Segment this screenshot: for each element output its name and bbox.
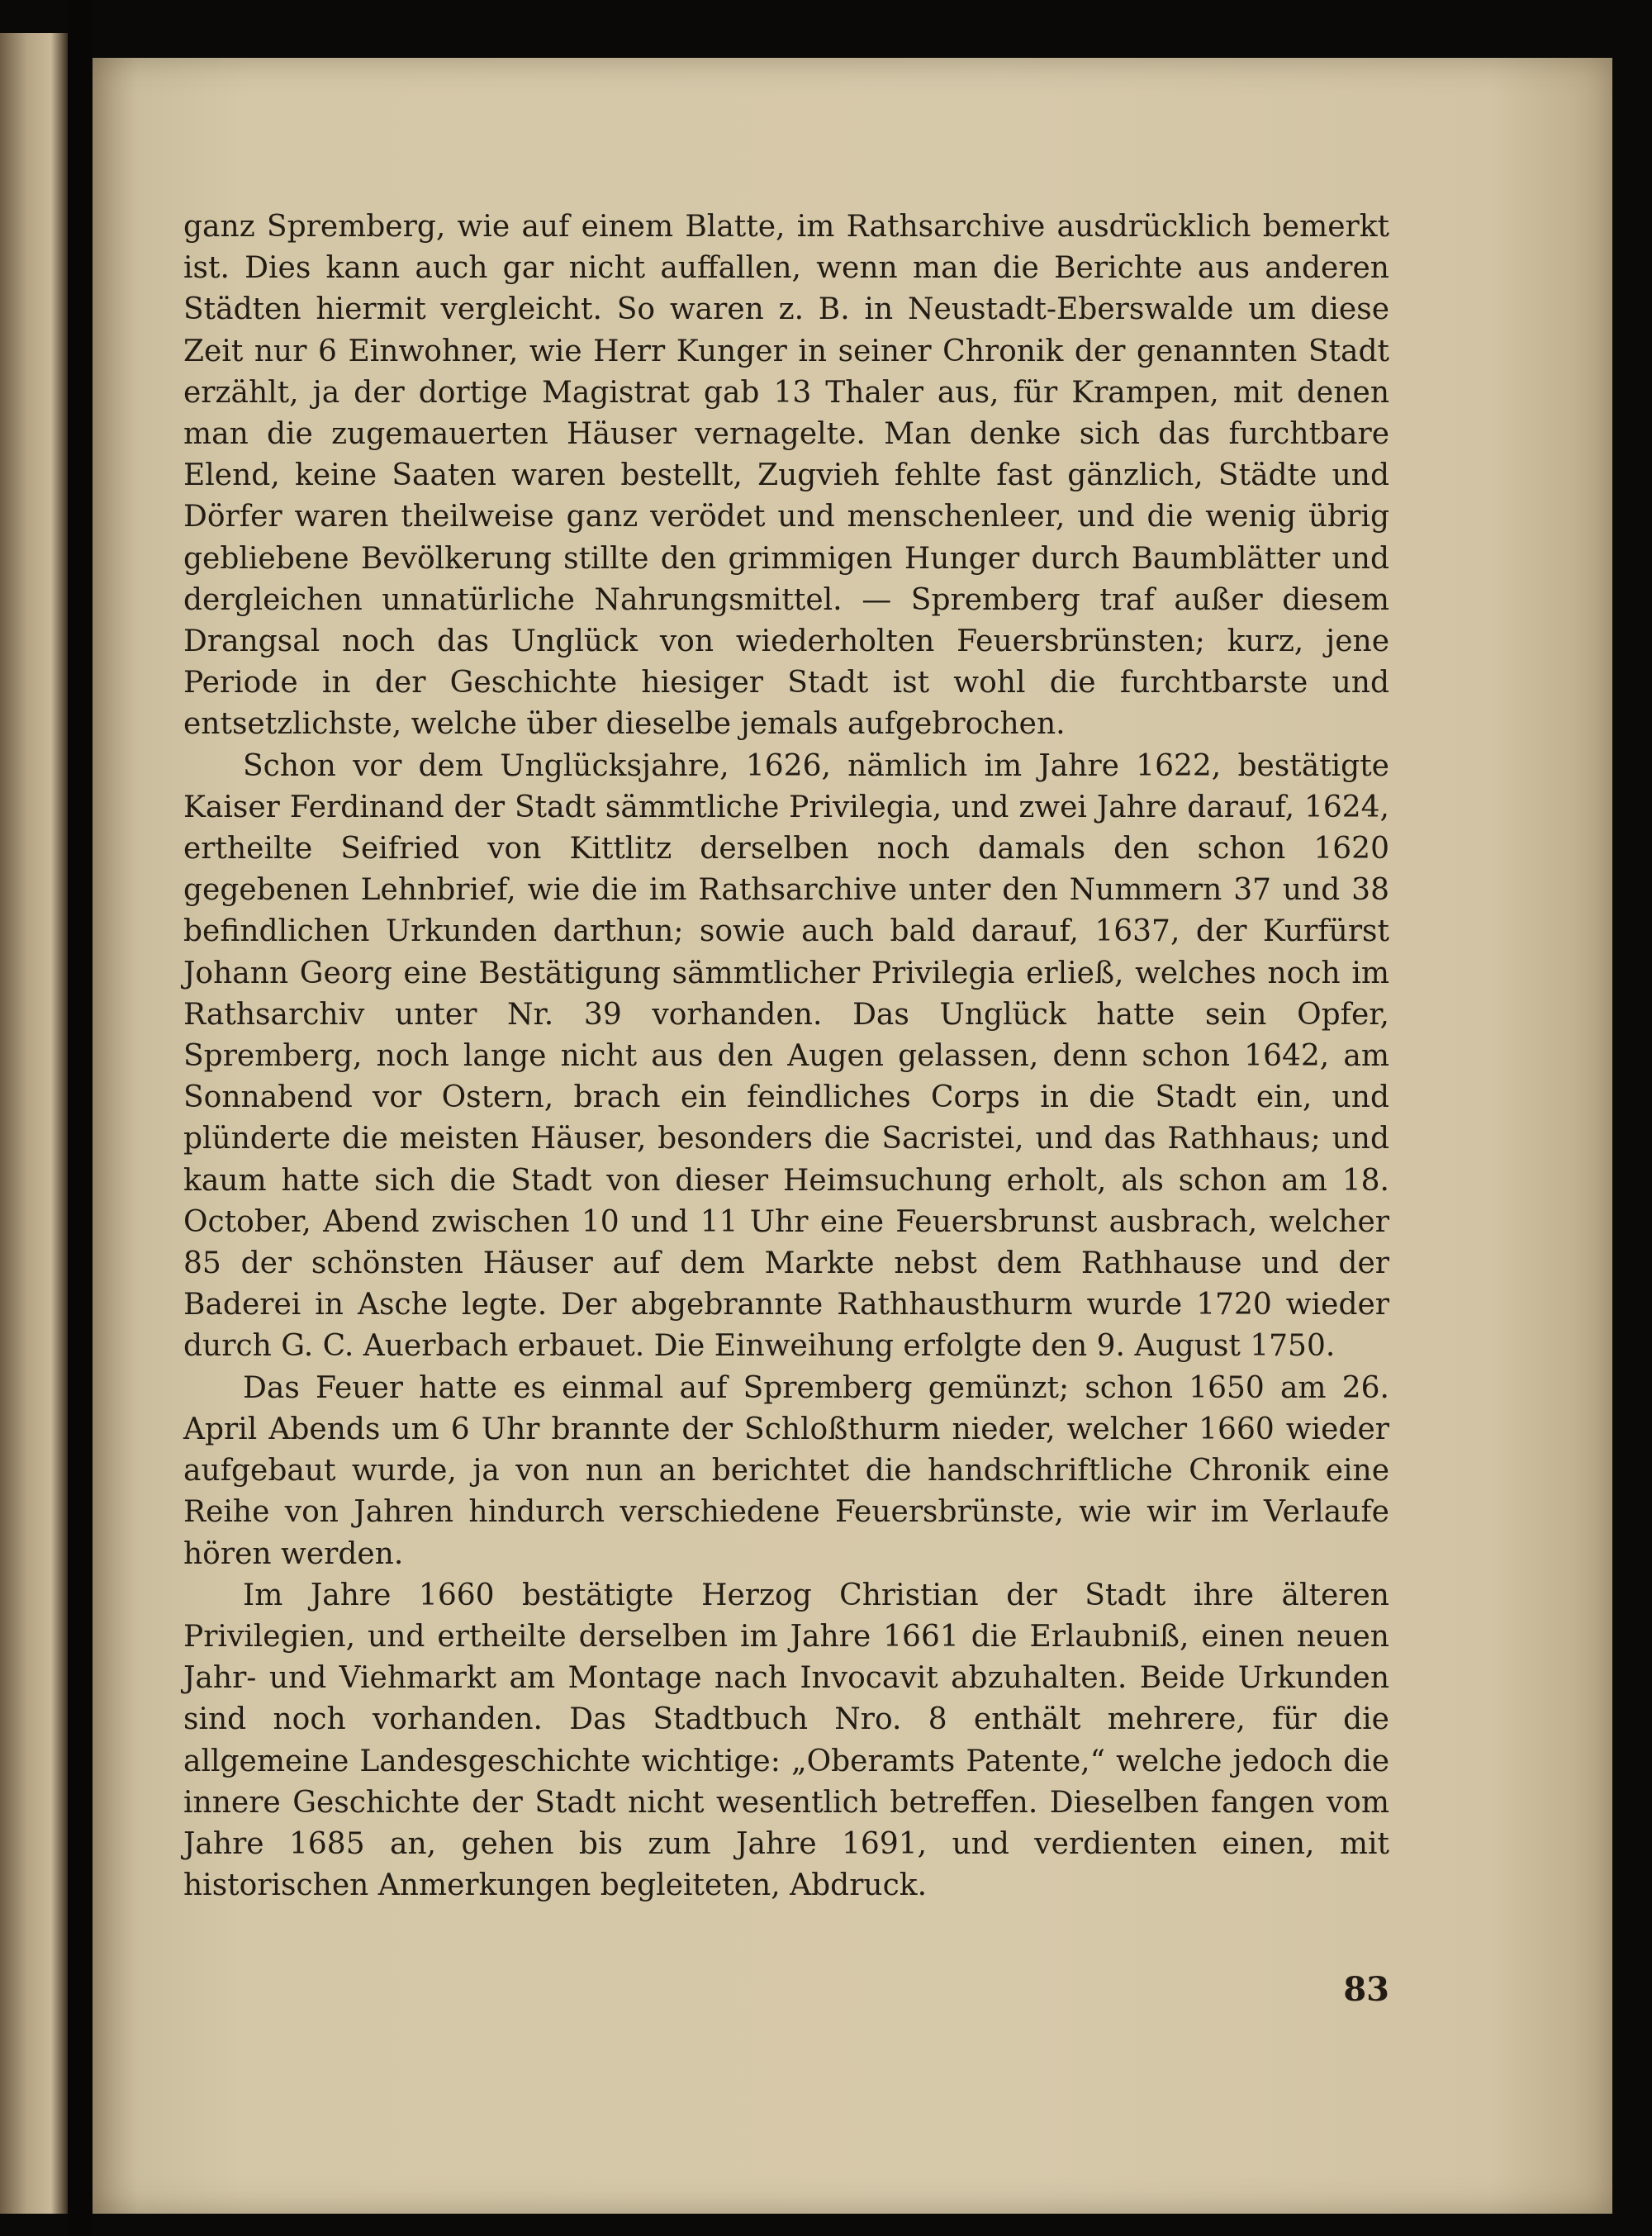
book-page bbox=[93, 58, 1612, 2214]
page-number: 83 bbox=[1343, 1970, 1389, 2009]
book-gutter bbox=[68, 0, 93, 2236]
paragraph-2: Schon vor dem Unglücksjahre, 1626, nämlich im Jahre 1622, bestätigte Kaiser Ferdinand der Stadt sämmtliche Privilegia, und zwei Jahre darauf, 1624, ertheilte Seifried von Kittlitz derselben noch damals den schon 1620 gegebenen Lehnbrief, wie die im Rathsarchive unter den Nummern 37 und 38 befindlichen Urkunden darthun; sowie auch bald darauf, 1637, der Kurfürst Johann Georg eine Bestätigung sämmtlicher Privilegia erließ, welches noch im Rathsarchiv unter Nr. 39 vorhanden. Das Unglück hatte sein Opfer, Spremberg, noch lange nicht aus den Augen gelassen, denn schon 1642, am Sonnabend vor Ostern, brach ein feindliches Corps in die Stadt ein, und plünderte die meisten Häuser, besonders die Sacristei, und das Rathhaus; und kaum hatte sich die Stadt von dieser Heimsuchung erholt, als schon am 18. October, Abend zwischen 10 und 11 Uhr eine Feuersbrunst ausbrach, welcher 85 der schönsten Häuser auf dem Markte nebst dem Rathhause und der Baderei in Asche legte. Der abgebrannte Rathhausthurm wurde 1720 wieder durch G. C. Auerbach erbauet. Die Einweihung erfolgte den 9. August 1750. bbox=[183, 748, 1389, 1364]
paragraph-3: Das Feuer hatte es einmal auf Spremberg gemünzt; schon 1650 am 26. April Abends um 6 Uhr brannte der Schloßthurm nieder, welcher 1660 wieder aufgebaut wurde, ja von nun an berichtet die handschriftliche Chronik eine Reihe von Jahren hindurch verschiedene Feuersbrünste, wie wir im Verlaufe hören werden. bbox=[183, 1370, 1389, 1571]
paragraph-1: ganz Spremberg, wie auf einem Blatte, im Rathsarchive ausdrücklich bemerkt ist. Dies kann auch gar nicht auffallen, wenn man die Berichte aus anderen Städten hiermit vergleicht. So waren z. B. in Neustadt-Eberswalde um diese Zeit nur 6 Einwohner, wie Herr Kunger in seiner Chronik der genannten Stadt erzählt, ja der dortige Magistrat gab 13 Thaler aus, für Krampen, mit denen man die zugemauerten Häuser vernagelte. Man denke sich das furchtbare Elend, keine Saaten waren bestellt, Zugvieh fehlte fast gänzlich, Städte und Dörfer waren theilweise ganz verödet und menschenleer, und die wenig übrig gebliebene Bevölkerung stillte den grimmigen Hunger durch Baumblätter und dergleichen unnatürliche Nahrungsmittel. — Spremberg traf außer diesem Drangsal noch das Unglück von wiederholten Feuersbrünsten; kurz, jene Periode in der Geschichte hiesiger Stadt ist wohl die furchtbarste und entsetzlichste, welche über dieselbe jemals aufgebrochen. bbox=[183, 210, 1389, 742]
paragraph-4: Im Jahre 1660 bestätigte Herzog Christian der Stadt ihre älteren Privilegien, und ertheilte derselben im Jahre 1661 die Erlaubniß, einen neuen Jahr- und Viehmarkt am Montage nach Invocavit abzuhalten. Beide Urkunden sind noch vorhanden. Das Stadtbuch Nro. 8 enthält mehrere, für die allgemeine Landesgeschichte wichtige: „Oberamts Patente,“ welche jedoch die innere Geschichte der Stadt nicht wesentlich betreffen. Dieselben fangen vom Jahre 1685 an, gehen bis zum Jahre 1691, und verdienten einen, mit historischen Anmerkungen begleiteten, Abdruck. bbox=[183, 1578, 1389, 1903]
previous-page-edge bbox=[0, 33, 68, 2214]
body-text bbox=[183, 207, 1389, 1906]
